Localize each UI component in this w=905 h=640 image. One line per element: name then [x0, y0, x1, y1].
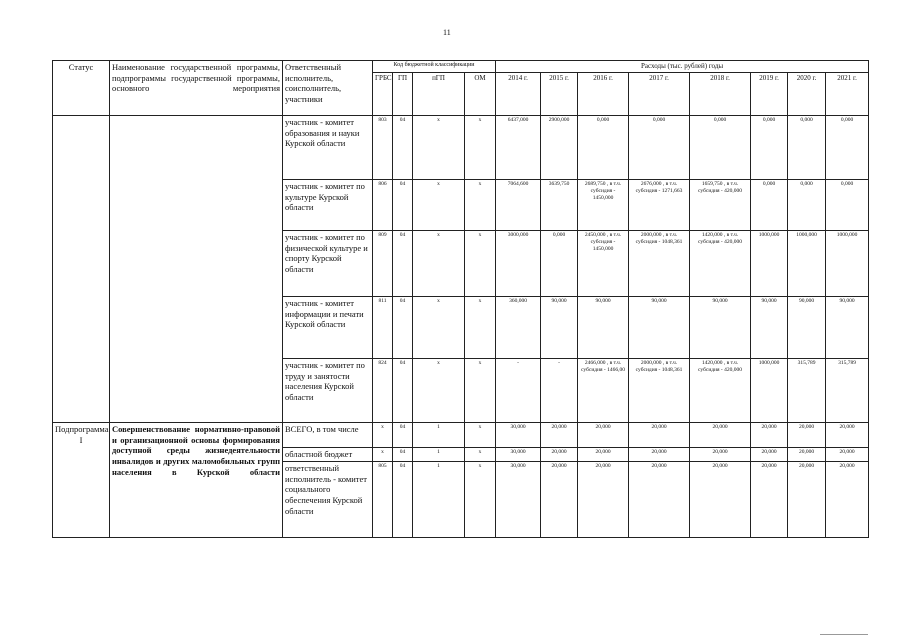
code-om: х — [465, 297, 496, 359]
header-year: 2017 г. — [629, 73, 690, 116]
expense-value: 20,000 — [629, 462, 690, 538]
budget-table — [52, 60, 869, 538]
expense-value: 20,000 — [788, 462, 826, 538]
expense-value: 0,000 — [690, 116, 751, 180]
code-om: х — [465, 462, 496, 538]
code-grbs: 809 — [373, 231, 393, 297]
expense-value: 0,000 — [629, 116, 690, 180]
code-gp: 04 — [393, 180, 413, 231]
expense-value: 1420,000 , в т.ч. субсидия - 420,000 — [690, 231, 751, 297]
header-name: Наименование государственной программы, подпрограммы государственной программы, основного мероприятия — [110, 61, 283, 116]
expense-value: 3639,750 — [541, 180, 578, 231]
expense-value: 0,000 — [826, 116, 869, 180]
responsible-cell: участник - комитет информации и печати Курской области — [283, 297, 373, 359]
header-code-col: пГП — [413, 73, 465, 116]
expense-value: 6437,000 — [496, 116, 541, 180]
expense-value: 20,000 — [788, 448, 826, 462]
header-year: 2019 г. — [751, 73, 788, 116]
expense-value: 30,000 — [496, 462, 541, 538]
expense-value: 2676,000 , в т.ч. субсидия - 1271,663 — [629, 180, 690, 231]
expense-value: 360,000 — [496, 297, 541, 359]
header-year: 2020 г. — [788, 73, 826, 116]
expense-value: - — [541, 359, 578, 423]
expense-value: 2450,000 , в т.ч. субсидия - 1450,000 — [578, 231, 629, 297]
subprogram-name: Совершенствование нормативно-правовой и организационной основы формирования доступной среды жизнедеятельности инвалидов и других маломобильных групп населения в Курской области — [110, 423, 283, 538]
name-cell-empty — [110, 116, 283, 423]
code-pgp: 1 — [413, 462, 465, 538]
code-gp: 04 — [393, 359, 413, 423]
expense-value: 2900,000 — [541, 116, 578, 180]
expense-value: 20,000 — [578, 462, 629, 538]
responsible-cell: участник - комитет образования и науки Курской области — [283, 116, 373, 180]
code-gp: 04 — [393, 462, 413, 538]
expense-value: 3000,000 — [496, 231, 541, 297]
code-pgp: х — [413, 231, 465, 297]
code-om: х — [465, 359, 496, 423]
expense-value: 20,000 — [629, 423, 690, 448]
responsible-cell: областной бюджет — [283, 448, 373, 462]
expense-value: 20,000 — [578, 448, 629, 462]
responsible-cell: участник - комитет по физической культуре и спорту Курской области — [283, 231, 373, 297]
expense-value: 1000,000 — [826, 231, 869, 297]
expense-value: 20,000 — [826, 462, 869, 538]
expense-value: 2000,000 , в т.ч. субсидия - 1048,361 — [629, 359, 690, 423]
header-status: Статус — [53, 61, 110, 116]
expense-value: - — [496, 359, 541, 423]
code-gp: 04 — [393, 297, 413, 359]
responsible-cell: ВСЕГО, в том числе — [283, 423, 373, 448]
code-om: х — [465, 180, 496, 231]
expense-value: 2000,000 , в т.ч. субсидия - 1048,361 — [629, 231, 690, 297]
expense-value: 20,000 — [690, 462, 751, 538]
expense-value: 315,789 — [826, 359, 869, 423]
expense-value: 0,000 — [788, 180, 826, 231]
code-pgp: х — [413, 116, 465, 180]
expense-value: 90,000 — [788, 297, 826, 359]
expense-value: 7064,600 — [496, 180, 541, 231]
expense-value: 30,000 — [496, 448, 541, 462]
code-pgp: х — [413, 359, 465, 423]
expense-value: 315,789 — [788, 359, 826, 423]
expense-value: 20,000 — [788, 423, 826, 448]
expense-value: 90,000 — [751, 297, 788, 359]
header-code-col: ГП — [393, 73, 413, 116]
responsible-cell: участник - комитет по труду и занятости населения Курской области — [283, 359, 373, 423]
expense-value: 0,000 — [578, 116, 629, 180]
code-pgp: х — [413, 297, 465, 359]
expense-value: 20,000 — [629, 448, 690, 462]
code-gp: 04 — [393, 116, 413, 180]
code-gp: 04 — [393, 448, 413, 462]
expense-value: 90,000 — [629, 297, 690, 359]
header-code-col: ГРБС — [373, 73, 393, 116]
code-grbs: 811 — [373, 297, 393, 359]
expense-value: 2466,000 , в т.ч. субсидия - 1466,00 — [578, 359, 629, 423]
header-code-col: ОМ — [465, 73, 496, 116]
expense-value: 0,000 — [541, 231, 578, 297]
table-row — [53, 423, 869, 448]
expense-value: 0,000 — [788, 116, 826, 180]
expense-value: 2689,750 , в т.ч. субсидия - 1450,000 — [578, 180, 629, 231]
code-om: х — [465, 448, 496, 462]
expense-value: 90,000 — [578, 297, 629, 359]
header-responsible: Ответственный исполнитель, соисполнитель, участники — [283, 61, 373, 116]
status-cell-empty — [53, 116, 110, 423]
header-code-group: Код бюджетной классификации — [373, 61, 496, 73]
code-pgp: 1 — [413, 448, 465, 462]
table-row — [53, 116, 869, 180]
header-year: 2021 г. — [826, 73, 869, 116]
code-grbs: 806 — [373, 180, 393, 231]
subprogram-status: Подпрограмма I — [53, 423, 110, 538]
code-grbs: х — [373, 448, 393, 462]
expense-value: 20,000 — [578, 423, 629, 448]
header-expenses-group: Расходы (тыс. рублей) годы — [496, 61, 869, 73]
expense-value: 1000,000 — [751, 359, 788, 423]
expense-value: 90,000 — [826, 297, 869, 359]
expense-value: 20,000 — [690, 448, 751, 462]
expense-value: 20,000 — [751, 462, 788, 538]
expense-value: 20,000 — [541, 448, 578, 462]
expense-value: 20,000 — [751, 423, 788, 448]
expense-value: 0,000 — [826, 180, 869, 231]
responsible-cell: ответственный исполнитель - комитет социального обеспечения Курской области — [283, 462, 373, 538]
expense-value: 0,000 — [751, 116, 788, 180]
expense-value: 90,000 — [690, 297, 751, 359]
header-year: 2016 г. — [578, 73, 629, 116]
responsible-cell: участник - комитет по культуре Курской области — [283, 180, 373, 231]
expense-value: 1000,000 — [751, 231, 788, 297]
header-row-1 — [53, 61, 869, 73]
header-year: 2015 г. — [541, 73, 578, 116]
code-pgp: х — [413, 180, 465, 231]
expense-value: 90,000 — [541, 297, 578, 359]
footer-line — [820, 634, 868, 635]
expense-value: 1000,000 — [788, 231, 826, 297]
header-year: 2018 г. — [690, 73, 751, 116]
code-om: х — [465, 423, 496, 448]
expense-value: 1420,000 , в т.ч. субсидия - 420,000 — [690, 359, 751, 423]
code-om: х — [465, 231, 496, 297]
expense-value: 30,000 — [496, 423, 541, 448]
expense-value: 20,000 — [541, 462, 578, 538]
expense-value: 0,000 — [751, 180, 788, 231]
code-grbs: 803 — [373, 116, 393, 180]
expense-value: 20,000 — [541, 423, 578, 448]
expense-value: 20,000 — [751, 448, 788, 462]
code-grbs: 805 — [373, 462, 393, 538]
code-gp: 04 — [393, 423, 413, 448]
expense-value: 20,000 — [826, 423, 869, 448]
code-om: х — [465, 116, 496, 180]
page-number: 11 — [443, 28, 451, 37]
code-pgp: 1 — [413, 423, 465, 448]
expense-value: 20,000 — [690, 423, 751, 448]
expense-value: 1659,750 , в т.ч. субсидия - 420,000 — [690, 180, 751, 231]
code-grbs: х — [373, 423, 393, 448]
code-grbs: 824 — [373, 359, 393, 423]
header-year: 2014 г. — [496, 73, 541, 116]
code-gp: 04 — [393, 231, 413, 297]
expense-value: 20,000 — [826, 448, 869, 462]
